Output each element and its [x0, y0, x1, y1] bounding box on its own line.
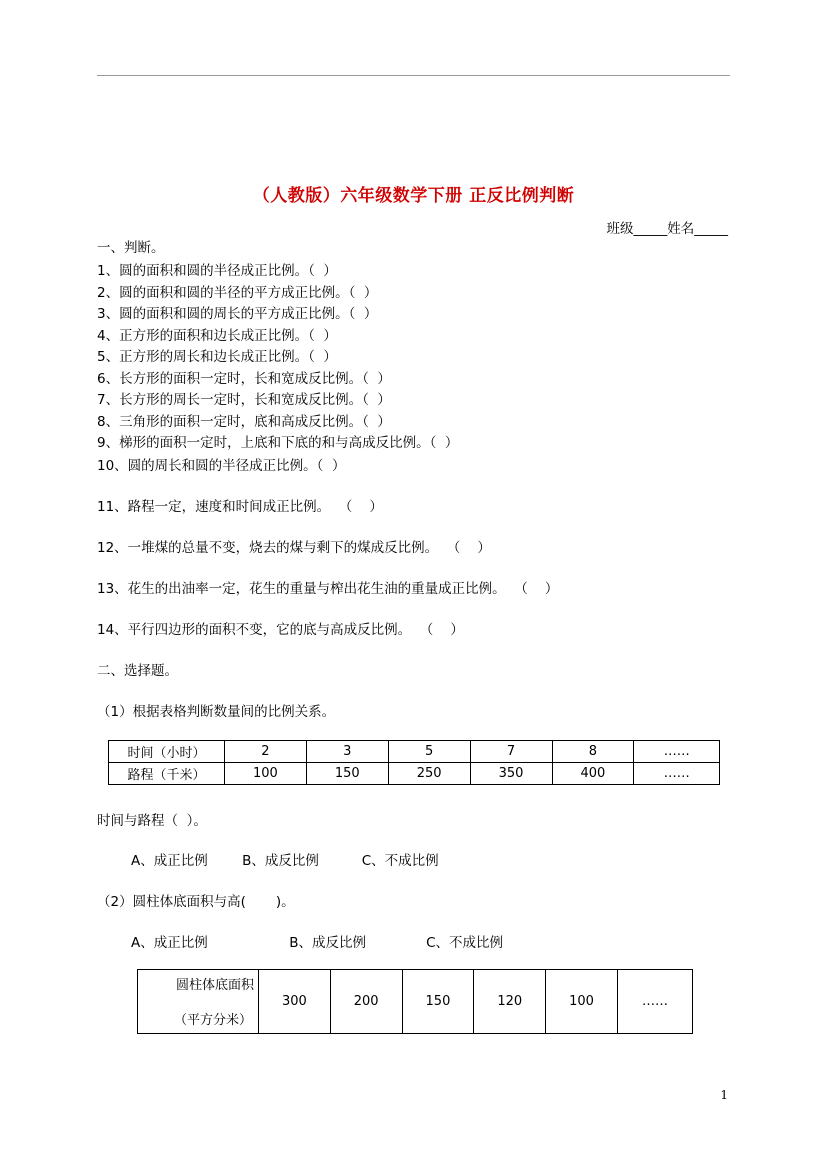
table-cell: 200	[330, 970, 402, 1034]
table-header-cell: 时间（小时）	[109, 741, 225, 763]
table-cell: 3	[306, 741, 388, 763]
table-cell: 300	[259, 970, 331, 1034]
question-13: 13、花生的出油率一定，花生的重量与榨出花生油的重量成正比例。 （ ）	[97, 581, 559, 597]
question-5: 5、正方形的周长和边长成正比例。（ ）	[97, 349, 337, 365]
table-cell: ……	[634, 741, 720, 763]
header-rule	[97, 75, 730, 76]
time-distance-table	[108, 740, 720, 785]
page-title: （人教版）六年级数学下册 正反比例判断	[252, 186, 575, 206]
question-7: 7、长方形的周长一定时，长和宽成反比例。（ ）	[97, 392, 391, 408]
options-2: A、成正比例 B、成反比例 C、不成比例	[131, 935, 504, 951]
options-1: A、成正比例 B、成反比例 C、不成比例	[131, 853, 439, 869]
question-3: 3、圆的面积和圆的周长的平方成正比例。（ ）	[97, 306, 378, 322]
table-cell: 350	[470, 763, 552, 785]
cylinder-area-table	[137, 969, 693, 1034]
question-1: 1、圆的面积和圆的半径成正比例。（ ）	[97, 263, 337, 279]
question-11: 11、路程一定，速度和时间成正比例。 （ ）	[97, 499, 383, 515]
table-cell: ……	[634, 763, 720, 785]
question-8: 8、三角形的面积一定时，底和高成反比例。（ ）	[97, 414, 391, 430]
question-4: 4、正方形的面积和边长成正比例。（ ）	[97, 328, 337, 344]
table-header-cell	[138, 970, 259, 1034]
table-cell: 100	[546, 970, 618, 1034]
table-cell: 8	[552, 741, 634, 763]
class-name-field: 班级_____姓名_____	[606, 221, 728, 237]
table-cell: 150	[402, 970, 474, 1034]
section-2-heading: 二、选择题。	[97, 663, 178, 679]
question-14: 14、平行四边形的面积不变，它的底与高成反比例。 （ ）	[97, 622, 464, 638]
question-2: 2、圆的面积和圆的半径的平方成正比例。（ ）	[97, 285, 378, 301]
table-row	[109, 763, 720, 785]
table-header-line-1: 圆柱体底面积	[175, 978, 254, 993]
question-10: 10、圆的周长和圆的半径成正比例。（ ）	[97, 458, 346, 474]
table-header-line-2: （平方分米）	[173, 1013, 252, 1028]
table-cell: 7	[470, 741, 552, 763]
sub-question-2: （2）圆柱体底面积与高( )。	[97, 894, 295, 910]
question-6: 6、长方形的面积一定时，长和宽成反比例。（ ）	[97, 371, 391, 387]
question-12: 12、一堆煤的总量不变，烧去的煤与剩下的煤成反比例。 （ ）	[97, 540, 491, 556]
page-number: 1	[720, 1088, 728, 1102]
table-cell: 250	[388, 763, 470, 785]
table-cell: 2	[225, 741, 307, 763]
table-cell: 5	[388, 741, 470, 763]
table-row	[138, 970, 693, 1034]
table-header-cell: 路程（千米）	[109, 763, 225, 785]
sub-question-1: （1）根据表格判断数量间的比例关系。	[97, 704, 336, 720]
question-9: 9、梯形的面积一定时，上底和下底的和与高成反比例。（ ）	[97, 435, 459, 451]
time-distance-question: 时间与路程（ ）。	[97, 813, 207, 829]
table-cell: 150	[306, 763, 388, 785]
section-1-heading: 一、判断。	[97, 240, 165, 256]
table-cell: ……	[617, 970, 692, 1034]
table-row	[109, 741, 720, 763]
table-cell: 100	[225, 763, 307, 785]
table-cell: 400	[552, 763, 634, 785]
table-cell: 120	[474, 970, 546, 1034]
